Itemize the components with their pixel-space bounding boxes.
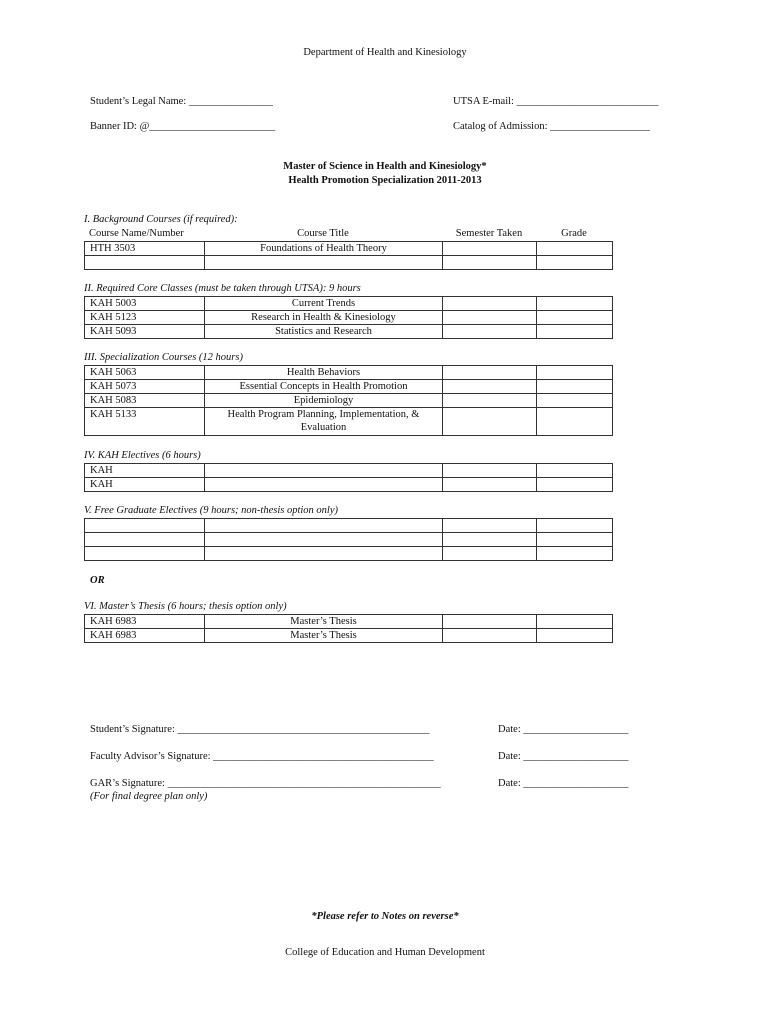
table-row bbox=[85, 408, 613, 436]
gar-signature-line[interactable]: GAR’s Signature: ____________________________________________________ bbox=[90, 778, 441, 789]
table-row bbox=[85, 464, 613, 478]
grade-cell[interactable] bbox=[537, 464, 613, 478]
course-number-cell: KAH 5063 bbox=[85, 366, 205, 380]
grade-cell[interactable] bbox=[537, 380, 613, 394]
table-row bbox=[85, 394, 613, 408]
grade-cell[interactable] bbox=[537, 547, 613, 561]
course-title-cell: Foundations of Health Theory bbox=[205, 242, 443, 256]
kah-electives-table bbox=[84, 463, 613, 492]
table-row bbox=[85, 615, 613, 629]
semester-cell[interactable] bbox=[443, 256, 537, 270]
course-title-cell: Master’s Thesis bbox=[205, 615, 443, 629]
table-row bbox=[85, 629, 613, 643]
semester-cell[interactable] bbox=[443, 464, 537, 478]
course-title-cell[interactable] bbox=[205, 464, 443, 478]
course-number-cell[interactable] bbox=[85, 519, 205, 533]
semester-cell[interactable] bbox=[443, 242, 537, 256]
department-heading: Department of Health and Kinesiology bbox=[303, 47, 467, 58]
table-row bbox=[85, 519, 613, 533]
section-background-heading: I. Background Courses (if required): bbox=[84, 214, 238, 225]
grade-cell[interactable] bbox=[537, 408, 613, 436]
course-number-cell: KAH 5003 bbox=[85, 297, 205, 311]
semester-cell[interactable] bbox=[443, 297, 537, 311]
section-thesis-heading: VI. Master’s Thesis (6 hours; thesis option only) bbox=[84, 601, 287, 612]
column-header-grade: Grade bbox=[561, 228, 587, 239]
program-title: Master of Science in Health and Kinesiology* bbox=[283, 161, 487, 172]
course-title-cell: Master’s Thesis bbox=[205, 629, 443, 643]
grade-cell[interactable] bbox=[537, 256, 613, 270]
grade-cell[interactable] bbox=[537, 242, 613, 256]
advisor-signature-line[interactable]: Faculty Advisor’s Signature: __________________________________________ bbox=[90, 751, 434, 762]
course-number-cell: KAH 5073 bbox=[85, 380, 205, 394]
column-header-course: Course Name/Number bbox=[89, 228, 184, 239]
course-number-cell: KAH 5093 bbox=[85, 325, 205, 339]
table-row bbox=[85, 297, 613, 311]
grade-cell[interactable] bbox=[537, 519, 613, 533]
grade-cell[interactable] bbox=[537, 366, 613, 380]
semester-cell[interactable] bbox=[443, 408, 537, 436]
semester-cell[interactable] bbox=[443, 394, 537, 408]
course-number-cell: KAH 6983 bbox=[85, 629, 205, 643]
semester-cell[interactable] bbox=[443, 615, 537, 629]
table-row bbox=[85, 242, 613, 256]
course-title-cell: Statistics and Research bbox=[205, 325, 443, 339]
college-footer: College of Education and Human Development bbox=[285, 947, 485, 958]
semester-cell[interactable] bbox=[443, 519, 537, 533]
course-title-cell: Essential Concepts in Health Promotion bbox=[205, 380, 443, 394]
table-row bbox=[85, 366, 613, 380]
semester-cell[interactable] bbox=[443, 478, 537, 492]
table-row bbox=[85, 547, 613, 561]
specialization-courses-table bbox=[84, 365, 613, 436]
grade-cell[interactable] bbox=[537, 478, 613, 492]
course-number-cell[interactable]: KAH bbox=[85, 478, 205, 492]
banner-id-field[interactable]: Banner ID: @________________________ bbox=[90, 121, 276, 132]
semester-cell[interactable] bbox=[443, 366, 537, 380]
section-electives-heading: IV. KAH Electives (6 hours) bbox=[84, 450, 201, 461]
core-courses-table bbox=[84, 296, 613, 339]
grade-cell[interactable] bbox=[537, 533, 613, 547]
grade-cell[interactable] bbox=[537, 615, 613, 629]
or-label: OR bbox=[90, 575, 105, 586]
course-title-cell[interactable] bbox=[205, 519, 443, 533]
table-row bbox=[85, 256, 613, 270]
grade-cell[interactable] bbox=[537, 629, 613, 643]
course-number-cell[interactable]: KAH bbox=[85, 464, 205, 478]
course-title-cell: Current Trends bbox=[205, 297, 443, 311]
gar-date-line[interactable]: Date: ____________________ bbox=[498, 778, 629, 789]
table-row bbox=[85, 533, 613, 547]
thesis-table bbox=[84, 614, 613, 643]
course-number-cell[interactable] bbox=[85, 256, 205, 270]
course-number-cell: KAH 6983 bbox=[85, 615, 205, 629]
semester-cell[interactable] bbox=[443, 380, 537, 394]
course-title-cell: Epidemiology bbox=[205, 394, 443, 408]
background-courses-table bbox=[84, 241, 613, 270]
course-title-cell: Health Behaviors bbox=[205, 366, 443, 380]
grade-cell[interactable] bbox=[537, 394, 613, 408]
course-title-cell: Research in Health & Kinesiology bbox=[205, 311, 443, 325]
course-title-cell[interactable] bbox=[205, 547, 443, 561]
semester-cell[interactable] bbox=[443, 547, 537, 561]
course-title-cell: Health Program Planning, Implementation, & Evaluation bbox=[205, 408, 443, 436]
free-electives-table bbox=[84, 518, 613, 561]
table-row bbox=[85, 380, 613, 394]
course-number-cell: KAH 5123 bbox=[85, 311, 205, 325]
student-date-line[interactable]: Date: ____________________ bbox=[498, 724, 629, 735]
grade-cell[interactable] bbox=[537, 325, 613, 339]
semester-cell[interactable] bbox=[443, 325, 537, 339]
semester-cell[interactable] bbox=[443, 311, 537, 325]
section-core-heading: II. Required Core Classes (must be taken through UTSA): 9 hours bbox=[84, 283, 361, 294]
grade-cell[interactable] bbox=[537, 297, 613, 311]
column-header-semester: Semester Taken bbox=[455, 228, 523, 239]
catalog-field[interactable]: Catalog of Admission: ___________________ bbox=[453, 121, 650, 132]
semester-cell[interactable] bbox=[443, 533, 537, 547]
section-specialization-heading: III. Specialization Courses (12 hours) bbox=[84, 352, 243, 363]
course-title-cell[interactable] bbox=[205, 478, 443, 492]
course-number-cell: KAH 5083 bbox=[85, 394, 205, 408]
legal-name-field[interactable]: Student’s Legal Name: ________________ bbox=[90, 96, 273, 107]
course-title-cell[interactable] bbox=[205, 533, 443, 547]
email-field[interactable]: UTSA E-mail: ___________________________ bbox=[453, 96, 659, 107]
column-header-title: Course Title bbox=[297, 228, 349, 239]
gar-note: (For final degree plan only) bbox=[90, 791, 208, 802]
table-row bbox=[85, 478, 613, 492]
advisor-date-line[interactable]: Date: ____________________ bbox=[498, 751, 629, 762]
course-number-cell[interactable] bbox=[85, 547, 205, 561]
program-subtitle: Health Promotion Specialization 2011-2013 bbox=[288, 175, 482, 186]
table-row bbox=[85, 311, 613, 325]
grade-cell[interactable] bbox=[537, 311, 613, 325]
semester-cell[interactable] bbox=[443, 629, 537, 643]
course-number-cell: KAH 5133 bbox=[85, 408, 205, 436]
course-title-cell[interactable] bbox=[205, 256, 443, 270]
course-number-cell[interactable] bbox=[85, 533, 205, 547]
section-free-electives-heading: V. Free Graduate Electives (9 hours; non-thesis option only) bbox=[84, 505, 338, 516]
student-signature-line[interactable]: Student’s Signature: ________________________________________________ bbox=[90, 724, 430, 735]
course-number-cell: HTH 3503 bbox=[85, 242, 205, 256]
reverse-notes-reminder: *Please refer to Notes on reverse* bbox=[311, 911, 459, 922]
table-row bbox=[85, 325, 613, 339]
